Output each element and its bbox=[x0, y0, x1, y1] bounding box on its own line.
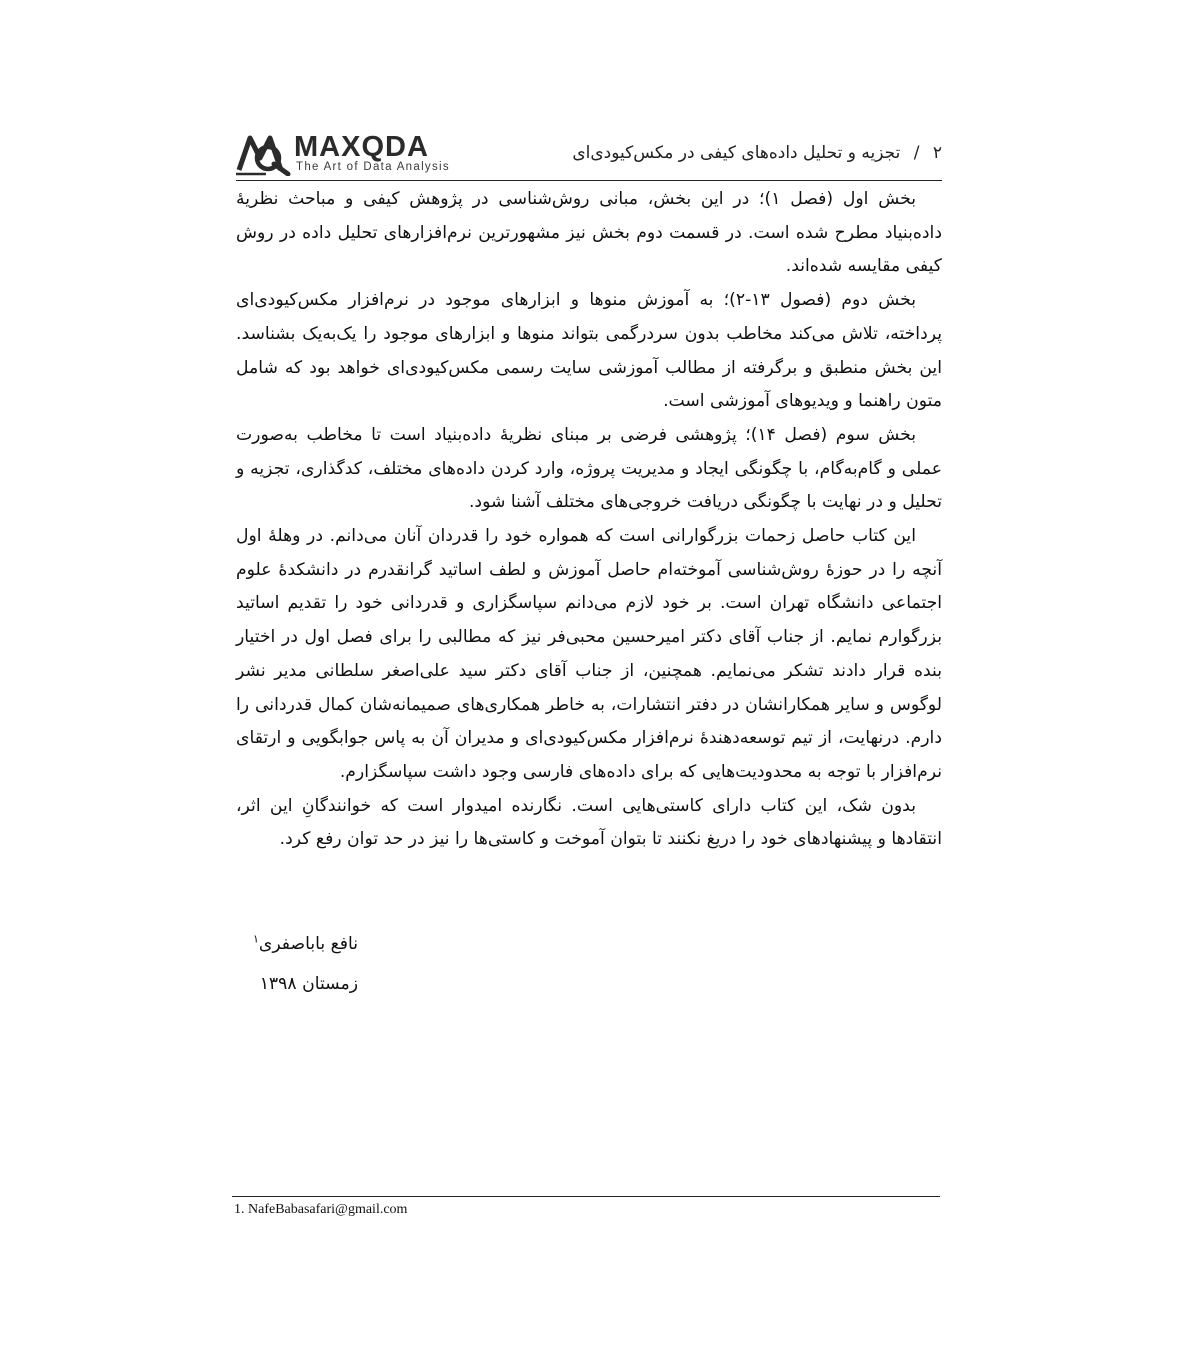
paragraph-closing: بدون شک، این کتاب دارای کاستی‌هایی است. نگارنده امیدوار است که خوانندگانِ این اثر، انتقادها و پیشنهادهای خود را دریغ نکنند تا بتوان آموخت و کاستی‌ها را نیز در حد توان رفع کرد. bbox=[236, 795, 942, 850]
paragraph-part-two: بخش دوم (فصول ۱۳-۲)؛ به آموزش منوها و ابزارهای موجود در نرم‌افزار مکس‌کیودی‌ای پرداخته، تلاش می‌کند مخاطب بدون سردرگمی بتواند منوها و ابزارهای موجود را یک‌به‌یک بشناسد. این بخش منطبق و برگرفته از مطالب آموزشی سایت رسمی مکس‌کیودی‌ای خواهد بود که شامل متون راهنما و ویدیوهای آموزشی است. bbox=[236, 290, 942, 412]
signature-block bbox=[98, 924, 358, 1004]
logo-tagline: The Art of Data Analysis bbox=[296, 161, 450, 173]
header-separator: / bbox=[913, 143, 920, 163]
footnote-divider bbox=[232, 1196, 940, 1197]
author-line bbox=[98, 924, 358, 964]
header-divider bbox=[236, 180, 942, 181]
page-number: ۲ bbox=[932, 143, 942, 163]
author-name: نافع باباصفری bbox=[258, 934, 358, 954]
logo-wordmark: MAXQDA bbox=[294, 131, 429, 163]
paragraph-acknowledgements: این کتاب حاصل زحمات بزرگوارانی است که همواره خود را قدردان آنان می‌دانم. در وهلهٔ اول آنچه را در حوزهٔ روش‌شناسی آموخته‌ام حاصل آموزش و لطف اساتید گرانقدرم در دانشکدهٔ علوم اجتماعی دانشگاه تهران است. بر خود لازم می‌دانم سپاسگزاری و قدردانی خود را تقدیم اساتید بزرگوارم نمایم. از جناب آقای دکتر امیرحسین محبی‌فر نیز که مطالبی را برای فصل اول در اختیار بنده قرار دادند تشکر می‌نمایم. همچنین، از جناب آقای دکتر سید علی‌اصغر سلطانی مدیر نشر لوگوس و سایر همکارانشان در دفتر انتشارات، به خاطر همکاری‌های صمیمانه‌شان کمال قدردانی را دارم. درنهایت، از تیم توسعه‌دهندهٔ نرم‌افزار مکس‌کیودی‌ای و مدیران آن به پاس جوابگویی و ارتقای نرم‌افزار با توجه به محدودیت‌هایی که برای داده‌های فارسی وجود داشت سپاسگزارم. bbox=[236, 526, 942, 782]
maxqda-logo-mark-icon bbox=[236, 132, 298, 176]
paragraph-part-one: بخش اول (فصل ۱)؛ در این بخش، مبانی روش‌شناسی در پژوهش کیفی و مباحث نظریهٔ داده‌بنیاد مطرح شده است. در قسمت دوم بخش نیز مشهورترین نرم‌افزارهای تحلیل داده در روش کیفی مقایسه شده‌اند. bbox=[236, 189, 942, 277]
footnote-email: 1. NafeBabasafari@gmail.com bbox=[234, 1202, 408, 1217]
body-text bbox=[236, 183, 942, 857]
page-header bbox=[236, 130, 942, 180]
running-head bbox=[572, 140, 942, 166]
footnote-marker: ۱ bbox=[252, 932, 259, 946]
signature-date: زمستان ۱۳۹۸ bbox=[259, 974, 358, 994]
maxqda-logo bbox=[236, 132, 486, 178]
running-title: تجزیه و تحلیل داده‌های کیفی در مکس‌کیودی‌ای bbox=[572, 143, 901, 163]
paragraph-part-three: بخش سوم (فصل ۱۴)؛ پژوهشی فرضی بر مبنای نظریهٔ داده‌بنیاد است تا مخاطب به‌صورت عملی و گام‌به‌گام، با چگونگی ایجاد و مدیریت پروژه، وارد کردن داده‌های مختلف، کدگذاری، تجزیه و تحلیل و در نهایت با چگونگی دریافت خروجی‌های مختلف آشنا شود. bbox=[236, 424, 942, 513]
